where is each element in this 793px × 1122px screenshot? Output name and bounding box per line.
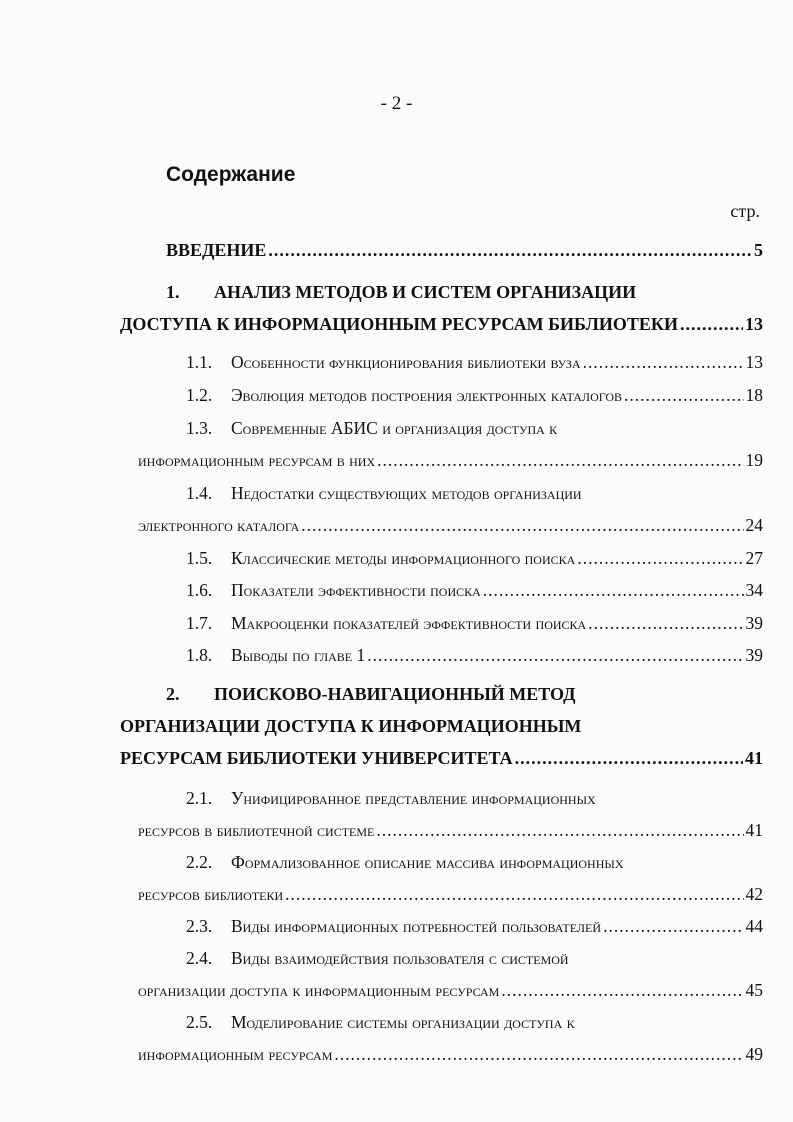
section-number: 2.2. [186,852,213,872]
dot-leader [583,352,744,373]
section-title: информационным ресурсам [138,1044,333,1064]
toc-entry-page: 45 [745,980,763,1000]
section-number: 1.5. [186,548,213,568]
toc-entry-1-2[interactable] [186,385,763,406]
chapter-2-heading[interactable] [166,684,576,705]
chapter-number: 2. [166,684,180,704]
dot-leader [334,1044,743,1065]
chapter-title-line: ОРГАНИЗАЦИИ ДОСТУПА К ИНФОРМАЦИОННЫМ [120,716,582,736]
toc-entry-1-5[interactable] [186,548,763,569]
toc-entry-2-4[interactable] [186,948,569,969]
section-title: Унифицированное представление информационных [231,788,596,808]
dot-leader [483,580,744,601]
toc-entry-2-4-cont[interactable] [138,980,763,1001]
section-number: 2.3. [186,916,213,936]
toc-entry-page: 49 [745,1044,763,1064]
section-title: организации доступа к информационным ресурсам [138,980,500,1000]
dot-leader [680,314,743,335]
chapter-title-line: ДОСТУПА К ИНФОРМАЦИОННЫМ РЕСУРСАМ БИБЛИОТЕКИ [120,314,678,334]
toc-entry-2-5[interactable] [186,1012,575,1033]
page-number: - 2 - [380,93,413,114]
chapter-1-heading[interactable] [166,282,636,303]
section-number: 2.4. [186,948,213,968]
toc-entry-1-4-cont[interactable] [138,515,763,536]
toc-entry-page: 41 [745,748,763,768]
chapter-title-line: РЕСУРСАМ БИБЛИОТЕКИ УНИВЕРСИТЕТА [120,748,513,768]
dot-leader [588,613,743,634]
chapter-2-heading-cont[interactable] [120,716,581,737]
toc-entry-page: 5 [754,240,763,260]
chapter-2-heading-cont[interactable] [120,748,763,769]
toc-entry-2-2[interactable] [186,852,624,873]
section-title: Особенности функционирования библиотеки вуза [231,352,581,372]
dot-leader [603,916,743,937]
toc-entry-page: 34 [745,580,763,600]
dot-leader [268,240,752,261]
toc-entry-2-1-cont[interactable] [138,820,763,841]
dot-leader [577,548,743,569]
section-title: Формализованное описание массива информационных [231,852,624,872]
chapter-title-line: АНАЛИЗ МЕТОДОВ И СИСТЕМ ОРГАНИЗАЦИИ [214,282,637,302]
section-number: 1.4. [186,483,213,503]
section-title: Современные АБИС и организация доступа к [231,418,558,438]
toc-entry-page: 44 [745,916,763,936]
section-number: 1.3. [186,418,213,438]
toc-entry-1-1[interactable] [186,352,763,373]
toc-entry-1-3[interactable] [186,418,557,439]
toc-entry-page: 39 [745,645,763,665]
toc-entry-page: 42 [745,884,763,904]
dot-leader [515,748,743,769]
section-title: информационным ресурсам в них [138,450,376,470]
toc-entry-page: 19 [745,450,763,470]
toc-entry-2-5-cont[interactable] [138,1044,763,1065]
toc-entry-2-1[interactable] [186,788,596,809]
toc-entry-title: ВВЕДЕНИЕ [166,240,267,260]
dot-leader [367,645,743,666]
section-number: 2.1. [186,788,213,808]
toc-entry-page: 13 [745,314,763,334]
toc-entry-intro[interactable] [166,240,763,261]
toc-entry-1-6[interactable] [186,580,763,601]
dot-leader [501,980,743,1001]
page-column-label: стр. [730,201,760,221]
section-number: 1.8. [186,645,213,665]
section-title: Виды информационных потребностей пользователей [231,916,602,936]
toc-entry-page: 41 [745,820,763,840]
toc-entry-page: 13 [745,352,763,372]
section-title: Моделирование системы организации доступа к [231,1012,575,1032]
toc-entry-1-8[interactable] [186,645,763,666]
section-number: 1.6. [186,580,213,600]
dot-leader [376,820,743,841]
toc-entry-page: 27 [745,548,763,568]
section-number: 1.2. [186,385,213,405]
section-title: ресурсов библиотеки [138,884,284,904]
dot-leader [301,515,743,536]
toc-entry-page: 39 [745,613,763,633]
section-title: Виды взаимодействия пользователя с системой [231,948,569,968]
dot-leader [377,450,743,471]
toc-entry-1-7[interactable] [186,613,763,634]
section-title: Эволюция методов построения электронных каталогов [231,385,623,405]
section-number: 2.5. [186,1012,213,1032]
chapter-title-line: ПОИСКОВО-НАВИГАЦИОННЫЙ МЕТОД [214,684,576,704]
chapter-1-heading-cont[interactable] [120,314,763,335]
section-title: ресурсов в библиотечной системе [138,820,375,840]
toc-entry-page: 24 [745,515,763,535]
toc-heading: Содержание [166,163,296,186]
toc-entry-page: 18 [745,385,763,405]
section-title: Классические методы информационного поиска [231,548,576,568]
dot-leader [285,884,743,905]
section-title: электронного каталога [138,515,300,535]
toc-entry-1-4[interactable] [186,483,582,504]
toc-entry-1-3-cont[interactable] [138,450,763,471]
section-number: 1.7. [186,613,213,633]
toc-entry-2-2-cont[interactable] [138,884,763,905]
toc-entry-2-3[interactable] [186,916,763,937]
section-title: Недостатки существующих методов организации [231,483,582,503]
section-title: Макрооценки показателей эффективности поиска [231,613,587,633]
section-number: 1.1. [186,352,213,372]
chapter-number: 1. [166,282,180,302]
dot-leader [624,385,743,406]
section-title: Выводы по главе 1 [231,645,366,665]
section-title: Показатели эффективности поиска [231,580,481,600]
